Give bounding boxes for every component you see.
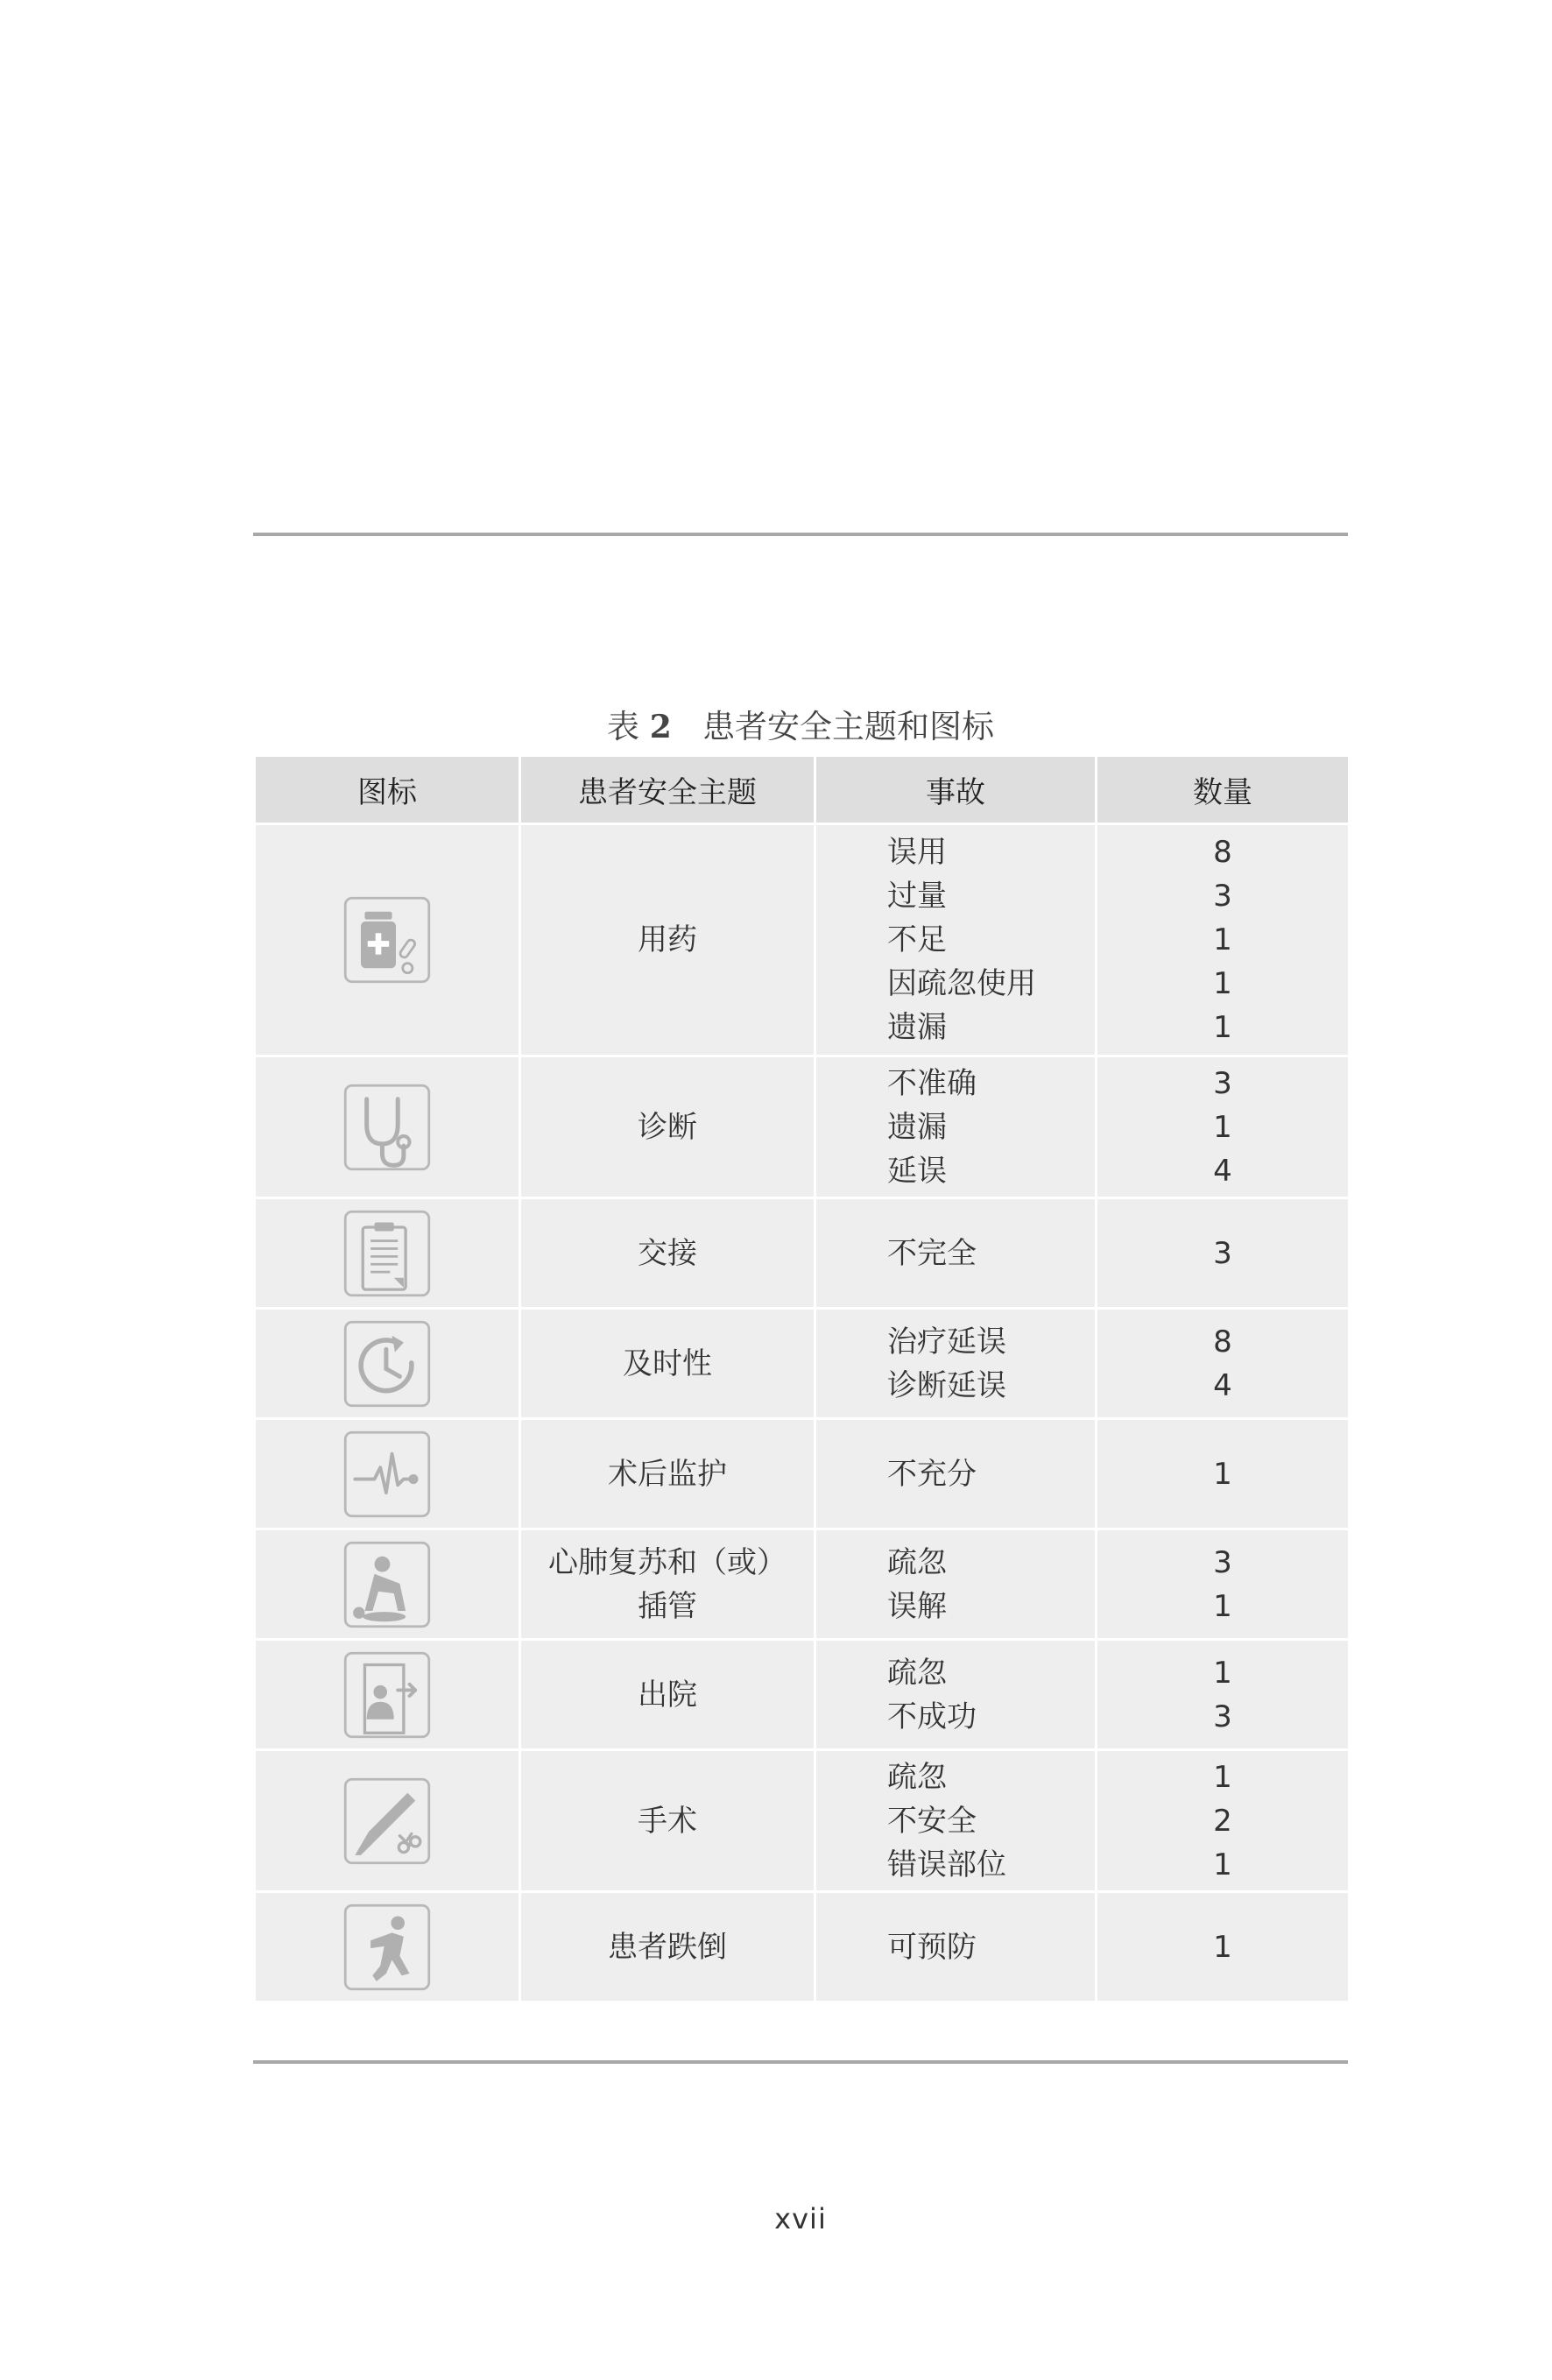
event-text: 错误部位	[887, 1847, 1006, 1882]
count-value: 3	[1213, 1544, 1232, 1580]
event-text: 遗漏	[887, 1109, 947, 1145]
table-row	[255, 1750, 1350, 1892]
count-value: 1	[1213, 1847, 1232, 1882]
count-value: 4	[1213, 1153, 1232, 1189]
count-value: 1	[1213, 1929, 1232, 1965]
event-text: 疏忽	[887, 1759, 947, 1795]
theme-cell	[520, 1750, 815, 1892]
discharge-icon	[343, 1651, 431, 1739]
count-value: 2	[1213, 1803, 1232, 1839]
table-row	[255, 1419, 1350, 1529]
count-cell	[1097, 1750, 1350, 1892]
event-text: 不足	[887, 922, 947, 957]
icon-cell	[255, 1198, 520, 1309]
event-text: 不安全	[887, 1803, 977, 1839]
icon-cell	[255, 1309, 520, 1419]
theme-text: 用药	[638, 922, 697, 957]
events-cell	[815, 824, 1097, 1056]
theme-text: 心肺复苏和（或）	[548, 1544, 787, 1580]
theme-text: 手术	[638, 1803, 697, 1839]
count-cell	[1097, 1056, 1350, 1198]
count-value: 1	[1213, 1759, 1232, 1795]
header-events: 事故	[815, 756, 1097, 824]
count-cell	[1097, 1309, 1350, 1419]
event-text: 遗漏	[887, 1010, 947, 1045]
event-text: 疏忽	[887, 1655, 947, 1691]
patient-safety-table	[253, 754, 1351, 2003]
event-text: 误用	[887, 835, 947, 870]
medicine-bottle-icon	[343, 896, 431, 984]
stethoscope-icon	[343, 1084, 431, 1171]
count-cell	[1097, 1640, 1350, 1750]
icon-cell	[255, 1892, 520, 2002]
events-cell	[815, 1056, 1097, 1198]
event-text: 可预防	[887, 1929, 977, 1965]
theme-cell	[520, 1419, 815, 1529]
header-theme: 患者安全主题	[520, 756, 815, 824]
caption-number: 2	[649, 709, 672, 745]
events-cell	[815, 1309, 1097, 1419]
page-number: xvii	[774, 2202, 827, 2235]
events-cell	[815, 1640, 1097, 1750]
event-text: 因疏忽使用	[887, 966, 1036, 1001]
count-value: 1	[1213, 1456, 1232, 1492]
theme-cell	[520, 1309, 815, 1419]
icon-cell	[255, 824, 520, 1056]
count-value: 1	[1213, 1010, 1232, 1045]
count-value: 3	[1213, 1698, 1232, 1734]
table-caption	[253, 701, 1348, 753]
events-cell	[815, 1198, 1097, 1309]
count-value: 3	[1213, 1065, 1232, 1101]
header-icon: 图标	[255, 756, 520, 824]
caption-text: 患者安全主题和图标	[702, 708, 995, 745]
table-row	[255, 1892, 1350, 2002]
top-rule	[253, 533, 1348, 536]
table-row	[255, 1056, 1350, 1198]
count-value: 8	[1213, 1324, 1232, 1359]
icon-cell	[255, 1529, 520, 1640]
count-value: 3	[1213, 879, 1232, 914]
clock-icon	[343, 1320, 431, 1408]
table-row	[255, 1309, 1350, 1419]
count-value: 4	[1213, 1367, 1232, 1403]
events-cell	[815, 1892, 1097, 2002]
event-text: 过量	[887, 879, 947, 914]
bottom-rule	[253, 2060, 1348, 2064]
icon-cell	[255, 1056, 520, 1198]
theme-text: 患者跌倒	[608, 1929, 727, 1965]
icon-cell	[255, 1750, 520, 1892]
table-row	[255, 1640, 1350, 1750]
header-count: 数量	[1097, 756, 1350, 824]
count-value: 1	[1213, 1588, 1232, 1624]
events-cell	[815, 1419, 1097, 1529]
count-value: 1	[1213, 1655, 1232, 1691]
theme-cell	[520, 1529, 815, 1640]
icon-cell	[255, 1419, 520, 1529]
heart-monitor-icon	[343, 1430, 431, 1518]
event-text: 治疗延误	[887, 1324, 1006, 1359]
theme-cell	[520, 1056, 815, 1198]
count-cell	[1097, 1529, 1350, 1640]
count-value: 1	[1213, 966, 1232, 1001]
count-value: 3	[1213, 1235, 1232, 1271]
event-text: 误解	[887, 1588, 947, 1624]
event-text: 不成功	[887, 1698, 977, 1734]
count-value: 8	[1213, 835, 1232, 870]
table-row	[255, 1198, 1350, 1309]
theme-text: 诊断	[638, 1109, 697, 1145]
count-cell	[1097, 1892, 1350, 2002]
caption-label: 表	[606, 708, 639, 745]
theme-text: 交接	[638, 1235, 697, 1271]
theme-text: 术后监护	[608, 1456, 727, 1492]
patient-fall-icon	[343, 1903, 431, 1991]
count-cell	[1097, 824, 1350, 1056]
theme-cell	[520, 824, 815, 1056]
events-cell	[815, 1529, 1097, 1640]
cpr-icon	[343, 1541, 431, 1628]
clipboard-icon	[343, 1210, 431, 1297]
event-text: 疏忽	[887, 1544, 947, 1580]
theme-cell	[520, 1640, 815, 1750]
theme-text: 插管	[638, 1588, 697, 1624]
event-text: 诊断延误	[887, 1367, 1006, 1403]
theme-text: 出院	[638, 1677, 697, 1713]
scalpel-scissors-icon	[343, 1777, 431, 1865]
table-row	[255, 1529, 1350, 1640]
count-cell	[1097, 1198, 1350, 1309]
theme-cell	[520, 1892, 815, 2002]
event-text: 不完全	[887, 1235, 977, 1271]
event-text: 不充分	[887, 1456, 977, 1492]
events-cell	[815, 1750, 1097, 1892]
table-row	[255, 824, 1350, 1056]
theme-text: 及时性	[623, 1345, 712, 1381]
count-cell	[1097, 1419, 1350, 1529]
event-text: 不准确	[887, 1065, 977, 1101]
count-value: 1	[1213, 922, 1232, 957]
event-text: 延误	[887, 1153, 947, 1189]
table-header-row	[255, 756, 1350, 824]
icon-cell	[255, 1640, 520, 1750]
theme-cell	[520, 1198, 815, 1309]
count-value: 1	[1213, 1109, 1232, 1145]
